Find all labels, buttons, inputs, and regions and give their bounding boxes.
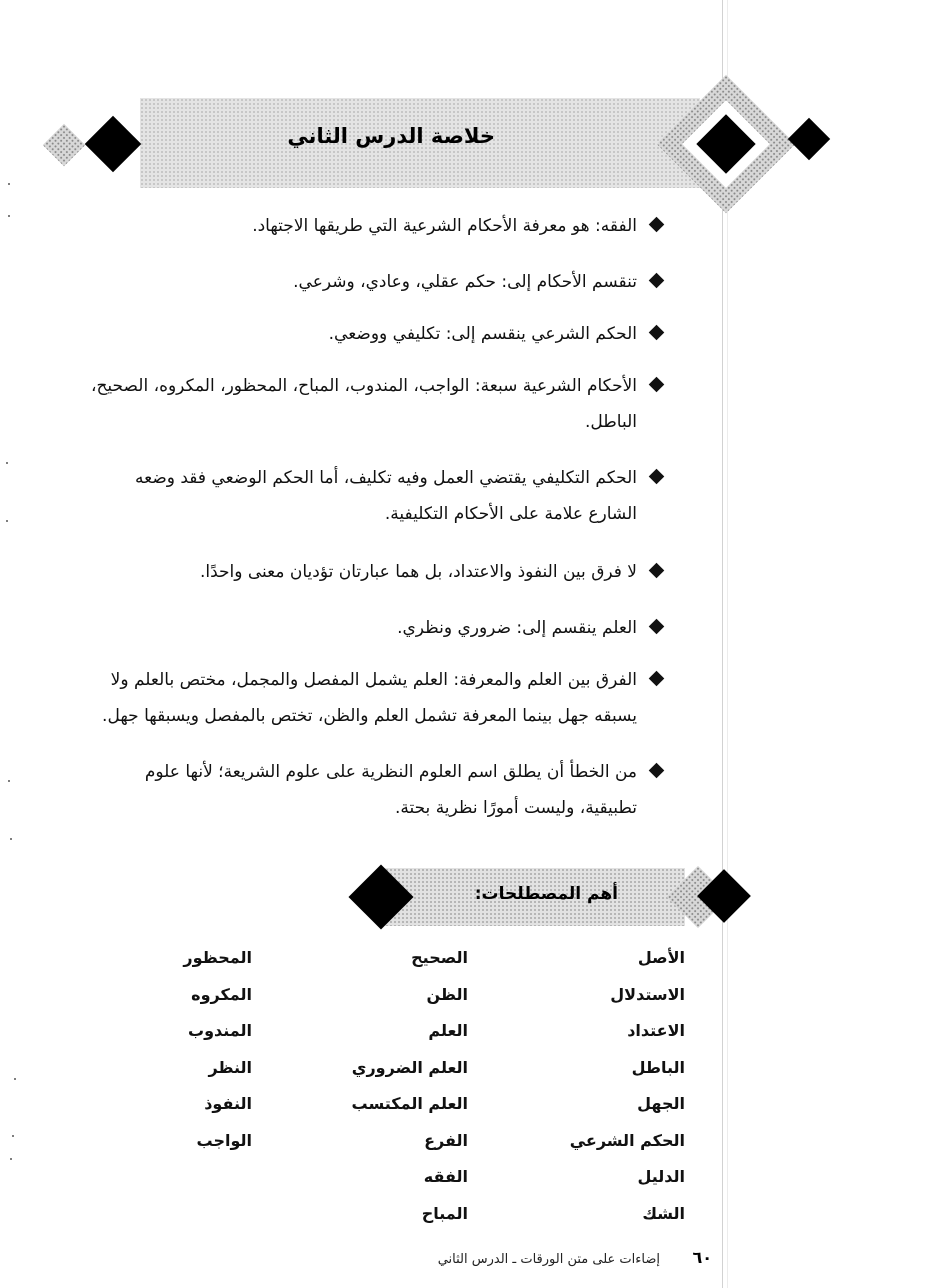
scan-speck [8, 183, 10, 185]
summary-text: الفرق بين العلم والمعرفة: العلم يشمل المفصل والمجمل، مختص بالعلم ولا يسبقه جهل بينما المعرفة تشمل العلم والظن، تختص بالمفصل ويسبقها جهل. [102, 670, 637, 726]
term-item: الفرع [424, 1130, 468, 1150]
diamond-bullet-icon [649, 763, 665, 779]
term-item: الصحيح [411, 948, 468, 967]
summary-text: العلم ينقسم إلى: ضروري ونظري. [397, 618, 637, 638]
scan-speck [10, 1158, 12, 1160]
summary-text: من الخطأ أن يطلق اسم العلوم النظرية على علوم الشريعة؛ لأنها علوم تطبيقية، وليست أمورًا نظرية بحتة. [144, 762, 637, 818]
term-item: المحظور [183, 948, 252, 967]
scan-speck [8, 780, 10, 782]
summary-item [84, 368, 669, 460]
term-item: الدليل [637, 1167, 685, 1186]
summary-item [84, 208, 669, 264]
diamond-bullet-icon [649, 217, 665, 233]
running-footer: إضاءات على متن الورقات ـ الدرس الثاني [437, 1252, 660, 1267]
summary-list [84, 208, 669, 834]
term-item: الواجب [196, 1130, 252, 1150]
summary-text: الحكم التكليفي يقتضي العمل وفيه تكليف، أما الحكم الوضعي فقد وضعه الشارع علامة على الأحكام التكليفية. [135, 468, 637, 524]
term-item: المباح [421, 1203, 468, 1223]
term-item: العلم المكتسب [351, 1094, 468, 1113]
term-item: العلم الضروري [351, 1057, 468, 1077]
term-item: الفقه [423, 1167, 468, 1186]
term-item: النظر [208, 1057, 252, 1077]
summary-item [84, 662, 669, 754]
terms-column-3 [110, 940, 252, 1159]
summary-item [84, 610, 669, 662]
term-item: الحكم الشرعي [569, 1130, 685, 1150]
summary-text: الأحكام الشرعية سبعة: الواجب، المندوب، المباح، المحظور، المكروه، الصحيح، الباطل. [90, 376, 637, 432]
term-item: الأصل [637, 948, 685, 967]
diamond-bullet-icon [649, 469, 665, 485]
summary-item [84, 264, 669, 316]
ornament-diamond-icon [788, 118, 830, 160]
term-item: العلم [428, 1021, 468, 1040]
diamond-bullet-icon [649, 273, 665, 289]
scan-speck [14, 1078, 16, 1080]
diamond-bullet-icon [649, 377, 665, 393]
page-number: ٦٠ [692, 1248, 712, 1267]
term-item: الشك [642, 1203, 685, 1223]
diamond-bullet-icon [649, 563, 665, 579]
scan-speck [6, 520, 8, 522]
term-item: الاعتداد [627, 1021, 685, 1040]
term-item: المندوب [187, 1021, 252, 1040]
scan-speck [6, 462, 8, 464]
term-item: النفوذ [204, 1094, 252, 1113]
scan-speck [8, 215, 10, 217]
term-item: المكروه [191, 984, 252, 1004]
ornament-diamond-icon [85, 116, 142, 173]
term-item: الباطل [631, 1057, 685, 1077]
terms-title: أهم المصطلحات: [474, 884, 618, 904]
summary-item [84, 754, 669, 834]
diamond-bullet-icon [649, 619, 665, 635]
summary-item [84, 316, 669, 368]
summary-text: الحكم الشرعي ينقسم إلى: تكليفي ووضعي. [328, 324, 637, 344]
summary-text: الفقه: هو معرفة الأحكام الشرعية التي طريقها الاجتهاد. [252, 216, 637, 236]
term-item: الظن [426, 984, 468, 1004]
summary-text: تنقسم الأحكام إلى: حكم عقلي، وعادي، وشرعي. [293, 272, 637, 292]
summary-item [84, 460, 669, 554]
summary-text: لا فرق بين النفوذ والاعتداد، بل هما عبارتان تؤديان معنى واحدًا. [199, 562, 637, 582]
scan-speck [12, 1135, 14, 1137]
term-item: الجهل [637, 1094, 685, 1113]
diamond-bullet-icon [649, 325, 665, 341]
terms-column-1 [520, 940, 685, 1232]
term-item: الاستدلال [610, 984, 685, 1004]
diamond-bullet-icon [649, 671, 665, 687]
scan-speck [10, 838, 12, 840]
ornament-diamond-icon [43, 124, 85, 166]
summary-item [84, 554, 669, 610]
page-title: خلاصة الدرس الثاني [287, 124, 495, 148]
terms-column-2 [300, 940, 468, 1232]
